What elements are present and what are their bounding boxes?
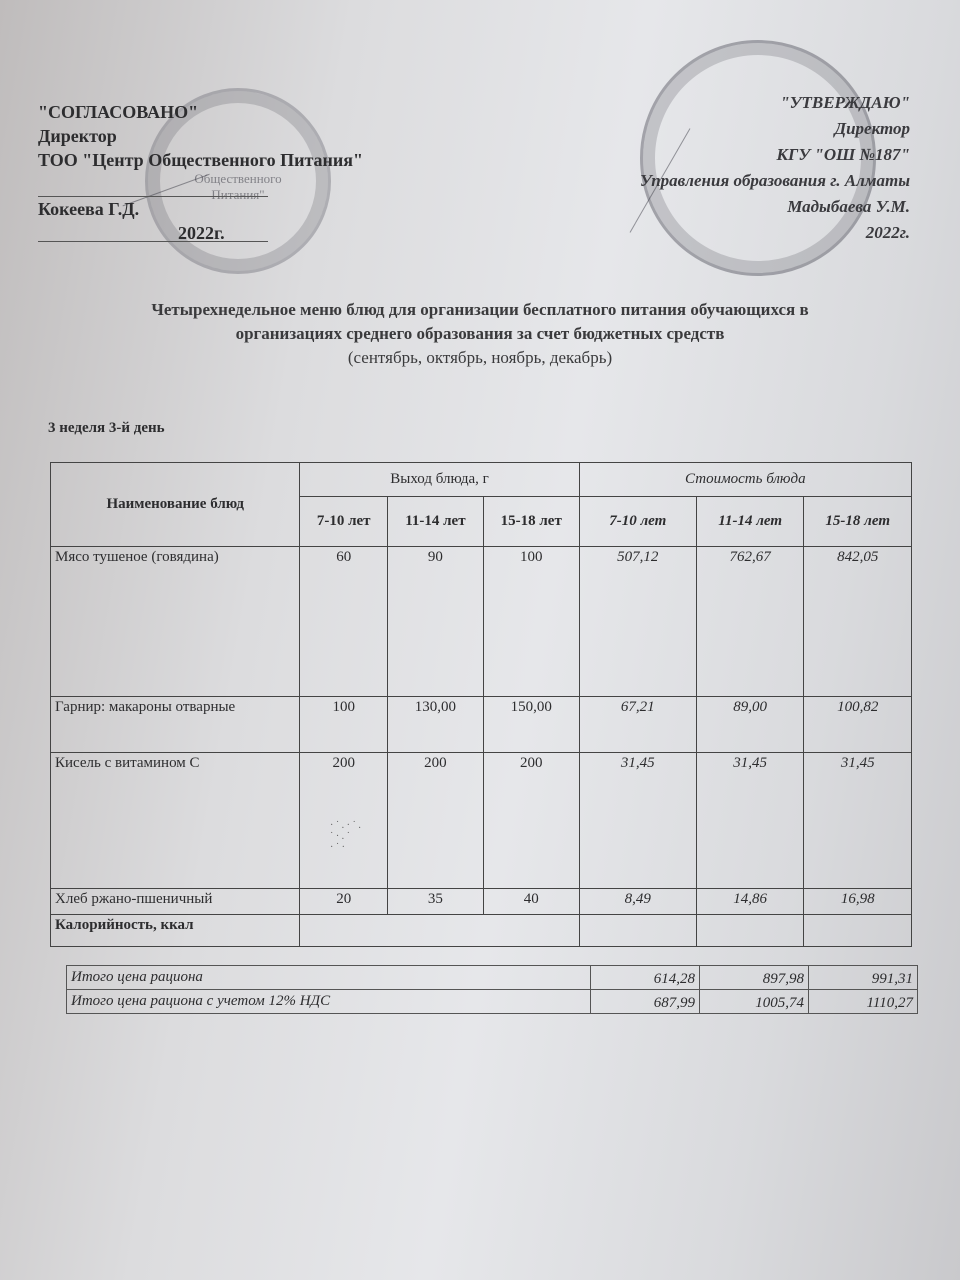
- cost-value: 16,98: [804, 889, 912, 915]
- day-label: 3 неделя 3-й день: [48, 420, 165, 436]
- cost-value: 67,21: [579, 697, 696, 753]
- approval-organization: ТОО "Центр Общественного Питания": [38, 150, 364, 170]
- cost-value: 842,05: [804, 547, 912, 697]
- dish-name: Мясо тушеное (говядина): [51, 547, 300, 697]
- document-title: [40, 298, 920, 370]
- yield-value: 200: [387, 753, 483, 889]
- cost-value: 8,49: [579, 889, 696, 915]
- header-dish-name: Наименование блюд: [51, 463, 300, 547]
- cost-value: 507,12: [579, 547, 696, 697]
- yield-value: 100: [483, 547, 579, 697]
- title-months: (сентябрь, октябрь, ноябрь, декабрь): [347, 348, 613, 367]
- calories-cost-empty: [804, 915, 912, 947]
- dish-name: Хлеб ржано-пшеничный: [51, 889, 300, 915]
- table-row: [51, 889, 912, 915]
- header-yield: Выход блюда, г: [300, 463, 579, 497]
- totals-value: 1005,74: [700, 990, 809, 1014]
- header-cost-age-1: 7-10 лет: [579, 497, 696, 547]
- approval-department: Управления образования г. Алматы: [639, 171, 910, 190]
- menu-table: [50, 462, 912, 947]
- cost-value: 89,00: [696, 697, 804, 753]
- header-row: [51, 463, 912, 497]
- approval-year: 2022г.: [178, 223, 225, 243]
- title-line-1: Четырехнедельное меню блюд для организации бесплатного питания обучающихся в: [151, 300, 809, 319]
- date-line: [38, 241, 268, 242]
- ink-specks: · ˙ . · ˙ . ˙ · . ˙ · ˙ ·: [330, 820, 361, 853]
- approval-heading: "УТВЕРЖДАЮ": [780, 93, 910, 112]
- header-yield-age-2: 11-14 лет: [387, 497, 483, 547]
- header-cost: Стоимость блюда: [579, 463, 911, 497]
- totals-value: 897,98: [700, 966, 809, 990]
- cost-value: 762,67: [696, 547, 804, 697]
- approval-position: Директор: [38, 126, 117, 146]
- cost-value: 31,45: [804, 753, 912, 889]
- dish-name: Гарнир: макароны отварные: [51, 697, 300, 753]
- yield-value: 130,00: [387, 697, 483, 753]
- totals-value: 991,31: [809, 966, 918, 990]
- yield-value: 20: [300, 889, 388, 915]
- approval-block-right: [640, 90, 910, 246]
- cost-value: 31,45: [696, 753, 804, 889]
- cost-value: 100,82: [804, 697, 912, 753]
- totals-label: Итого цена рациона: [67, 966, 591, 990]
- yield-value: 200: [300, 753, 388, 889]
- yield-value: 35: [387, 889, 483, 915]
- totals-value: 1110,27: [809, 990, 918, 1014]
- cost-value: 31,45: [579, 753, 696, 889]
- approval-year: 2022г.: [865, 223, 910, 242]
- yield-value: 90: [387, 547, 483, 697]
- table-row: [51, 547, 912, 697]
- totals-row: [67, 966, 918, 990]
- totals-value: 687,99: [591, 990, 700, 1014]
- yield-value: 100: [300, 697, 388, 753]
- header-cost-age-2: 11-14 лет: [696, 497, 804, 547]
- table-row: [51, 753, 912, 889]
- yield-value: 40: [483, 889, 579, 915]
- totals-value: 614,28: [591, 966, 700, 990]
- yield-value: 150,00: [483, 697, 579, 753]
- approval-block-left: [38, 100, 363, 242]
- header-yield-age-1: 7-10 лет: [300, 497, 388, 547]
- yield-value: 200: [483, 753, 579, 889]
- totals-row: [67, 990, 918, 1014]
- stamp-text: Общественного Питания": [194, 171, 282, 202]
- yield-value: 60: [300, 547, 388, 697]
- header-cost-age-3: 15-18 лет: [804, 497, 912, 547]
- title-line-2: организациях среднего образования за счет бюджетных средств: [235, 324, 725, 343]
- header-yield-age-3: 15-18 лет: [483, 497, 579, 547]
- approval-organization: КГУ "ОШ №187": [776, 145, 910, 164]
- approval-name: Кокеева Г.Д.: [38, 199, 140, 219]
- signature-line: [38, 178, 268, 197]
- calories-row: [51, 915, 912, 947]
- totals-table: [66, 965, 918, 1014]
- approval-heading: "СОГЛАСОВАНО": [38, 102, 199, 122]
- cost-value: 14,86: [696, 889, 804, 915]
- dish-name: Кисель с витамином С: [51, 753, 300, 889]
- calories-cost-empty: [696, 915, 804, 947]
- approval-position: Директор: [834, 119, 910, 138]
- calories-yield-empty: [300, 915, 579, 947]
- totals-label: Итого цена рациона с учетом 12% НДС: [67, 990, 591, 1014]
- approval-name: Мадыбаева У.М.: [787, 197, 910, 216]
- calories-cost-empty: [579, 915, 696, 947]
- calories-label: Калорийность, ккал: [51, 915, 300, 947]
- table-row: [51, 697, 912, 753]
